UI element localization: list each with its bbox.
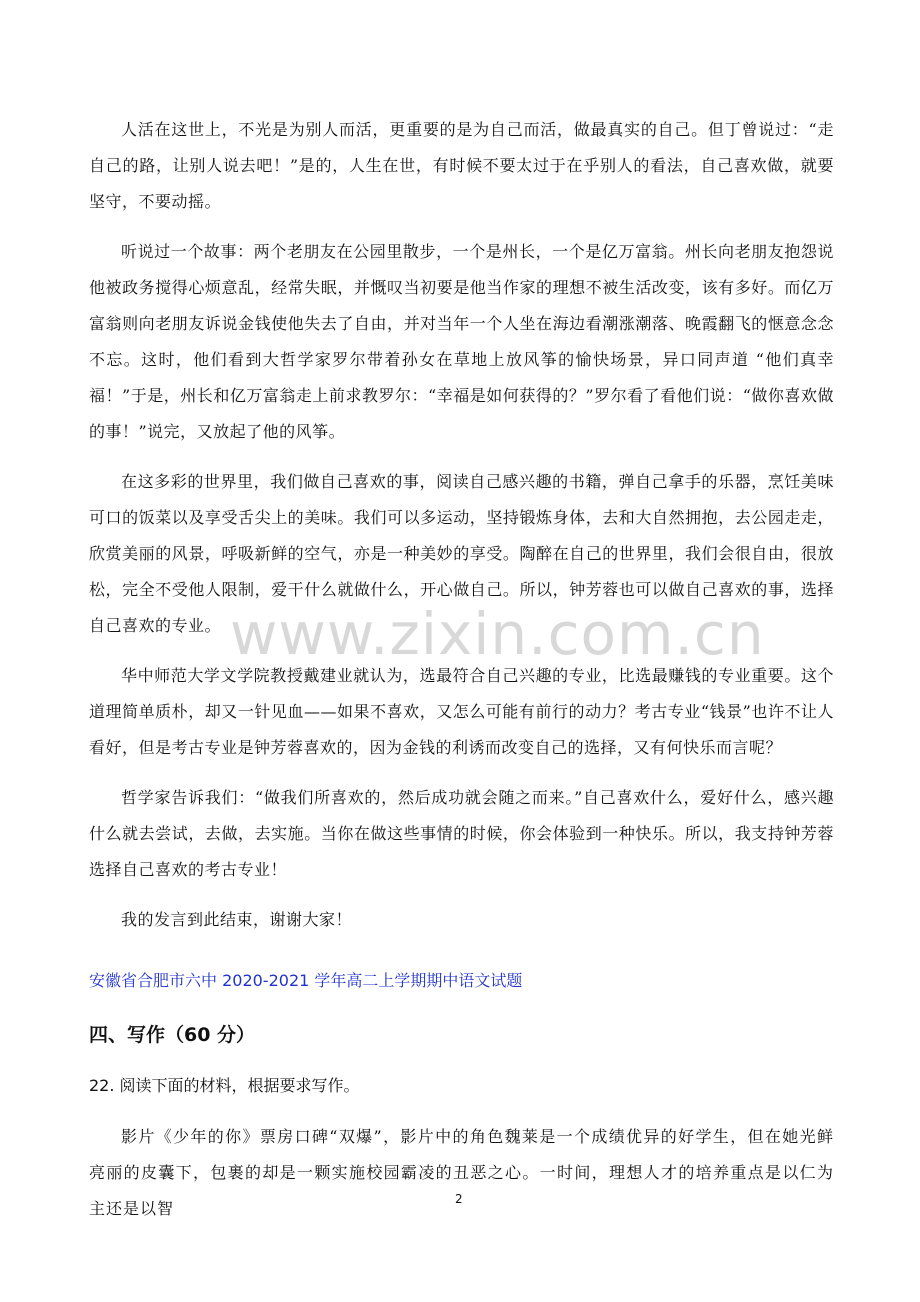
material-text: 影片《少年的你》票房口碑“双爆”，影片中的角色魏莱是一个成绩优异的好学生，但在她光鲜亮丽的皮囊下，包裹的却是一颗实施校园霸凌的丑恶之心。一时间，理想人才的培养重点是以仁为主还是以智 [89,1127,834,1218]
page-number: 2 [455,1192,463,1206]
watermark: www.zixin.com.cn [230,600,765,668]
question-prompt: 22. 阅读下面的材料，根据要求写作。 [89,1076,360,1095]
paragraph: 听说过一个故事：两个老朋友在公园里散步，一个是州长，一个是亿万富翁。州长向老朋友抱怨说他被政务搅得心烦意乱，经常失眠，并慨叹当初要是他当作家的理想不被生活改变，该有多好。而亿万富翁则向老朋友诉说金钱使他失去了自由，并对当年一个人坐在海边看潮涨潮落、晚霞翻飞的惬意念念不忘。这时，他们看到大哲学家罗尔带着孙女在草地上放风筝的愉快场景，异口同声道 “他们真幸福！”于是，州长和亿万富翁走上前求教罗尔：“幸福是如何获得的？”罗尔看了看他们说：“做你喜欢做的事！”说完，又放起了他的风筝。 [89,242,834,441]
paragraph: 在这多彩的世界里，我们做自己喜欢的事，阅读自己感兴趣的书籍，弹自己拿手的乐器，烹饪美味可口的饭菜以及享受舌尖上的美味。我们可以多运动，坚持锻炼身体，去和大自然拥抱，去公园走走，欣赏美丽的风景，呼吸新鲜的空气，亦是一种美妙的享受。陶醉在自己的世界里，我们会很自由，很放松，完全不受他人限制，爱干什么就做什么，开心做自己。所以，钟芳蓉也可以做自己喜欢的事，选择自己喜欢的专业。 [89,472,834,635]
essay-body [89,112,834,952]
source-title-link[interactable]: 安徽省合肥市六中 2020-2021 学年高二上学期期中语文试题 [89,971,523,990]
paragraph: 华中师范大学文学院教授戴建业就认为，选最符合自己兴趣的专业，比选最赚钱的专业重要。这个道理简单质朴，却又一针见血——如果不喜欢，又怎么可能有前行的动力？考古专业“钱景”也许不让人看好，但是考古专业是钟芳蓉喜欢的，因为金钱的利诱而改变自己的选择，又有何快乐而言呢？ [89,666,834,757]
paragraph: 人活在这世上，不光是为别人而活，更重要的是为自己而活，做最真实的自己。但丁曾说过：“走自己的路，让别人说去吧！”是的，人生在世，有时候不要太过于在乎别人的看法，自己喜欢做，就要坚守，不要动摇。 [89,120,834,211]
paragraph: 哲学家告诉我们：“做我们所喜欢的，然后成功就会随之而来。”自己喜欢什么，爱好什么，感兴趣什么就去尝试，去做，去实施。当你在做这些事情的时候，你会体验到一种快乐。所以，我支持钟芳蓉选择自己喜欢的考古专业！ [89,788,834,879]
paragraph: 我的发言到此结束，谢谢大家！ [121,910,353,929]
section-heading: 四、写作（60 分） [89,1024,256,1046]
